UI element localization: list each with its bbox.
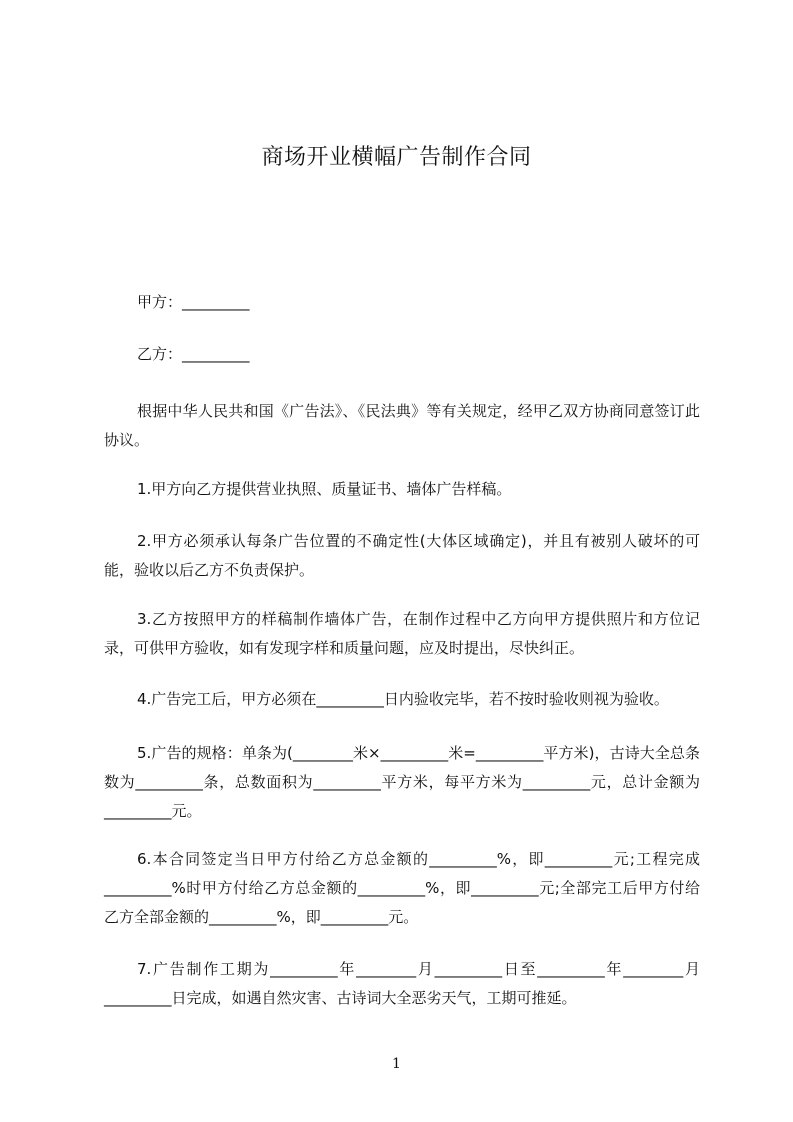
- party-b-line: 乙方：_________: [137, 345, 250, 363]
- page-number: 1: [392, 1056, 401, 1072]
- contract-title: 商场开业横幅广告制作合同: [261, 145, 532, 170]
- clause-2: 2.甲方必须承认每条广告位置的不确定性(大体区域确定)，并且有被别人破坏的可能，验收以后乙方不负责保护。: [104, 532, 700, 579]
- party-a-line: 甲方：_________: [137, 293, 250, 311]
- clause-5: 5.广告的规格：单条为(________米×_________米=_________平方米)，古诗大全总条数为_________条，总数面积为_________平方米，每平方米为_________元，总计金额为_________元。: [104, 744, 700, 820]
- clause-1: 1.甲方向乙方提供营业执照、质量证书、墙体广告样稿。: [137, 480, 512, 498]
- clause-3: 3.乙方按照甲方的样稿制作墙体广告，在制作过程中乙方向甲方提供照片和方位记录，可供甲方验收，如有发现字样和质量问题，应及时提出，尽快纠正。: [104, 610, 700, 657]
- clause-7: 7.广告制作工期为_________年________月_________日至_________年________月_________日完成，如遇自然灾害、古诗词大全恶劣天气，工期可推延。: [104, 960, 700, 1007]
- clause-6: 6.本合同签定当日甲方付给乙方总金额的_________%，即_________元;工程完成_________%时甲方付给乙方总金额的_________%，即_________元;全部完工后甲方付给乙方全部金额的_________%，即_________元。: [104, 850, 700, 926]
- preamble-paragraph: 根据中华人民共和国《广告法》、《民法典》等有关规定，经甲乙双方协商同意签订此协议。: [104, 402, 700, 449]
- clause-4: 4.广告完工后，甲方必须在_________日内验收完毕，若不按时验收则视为验收。: [137, 690, 669, 708]
